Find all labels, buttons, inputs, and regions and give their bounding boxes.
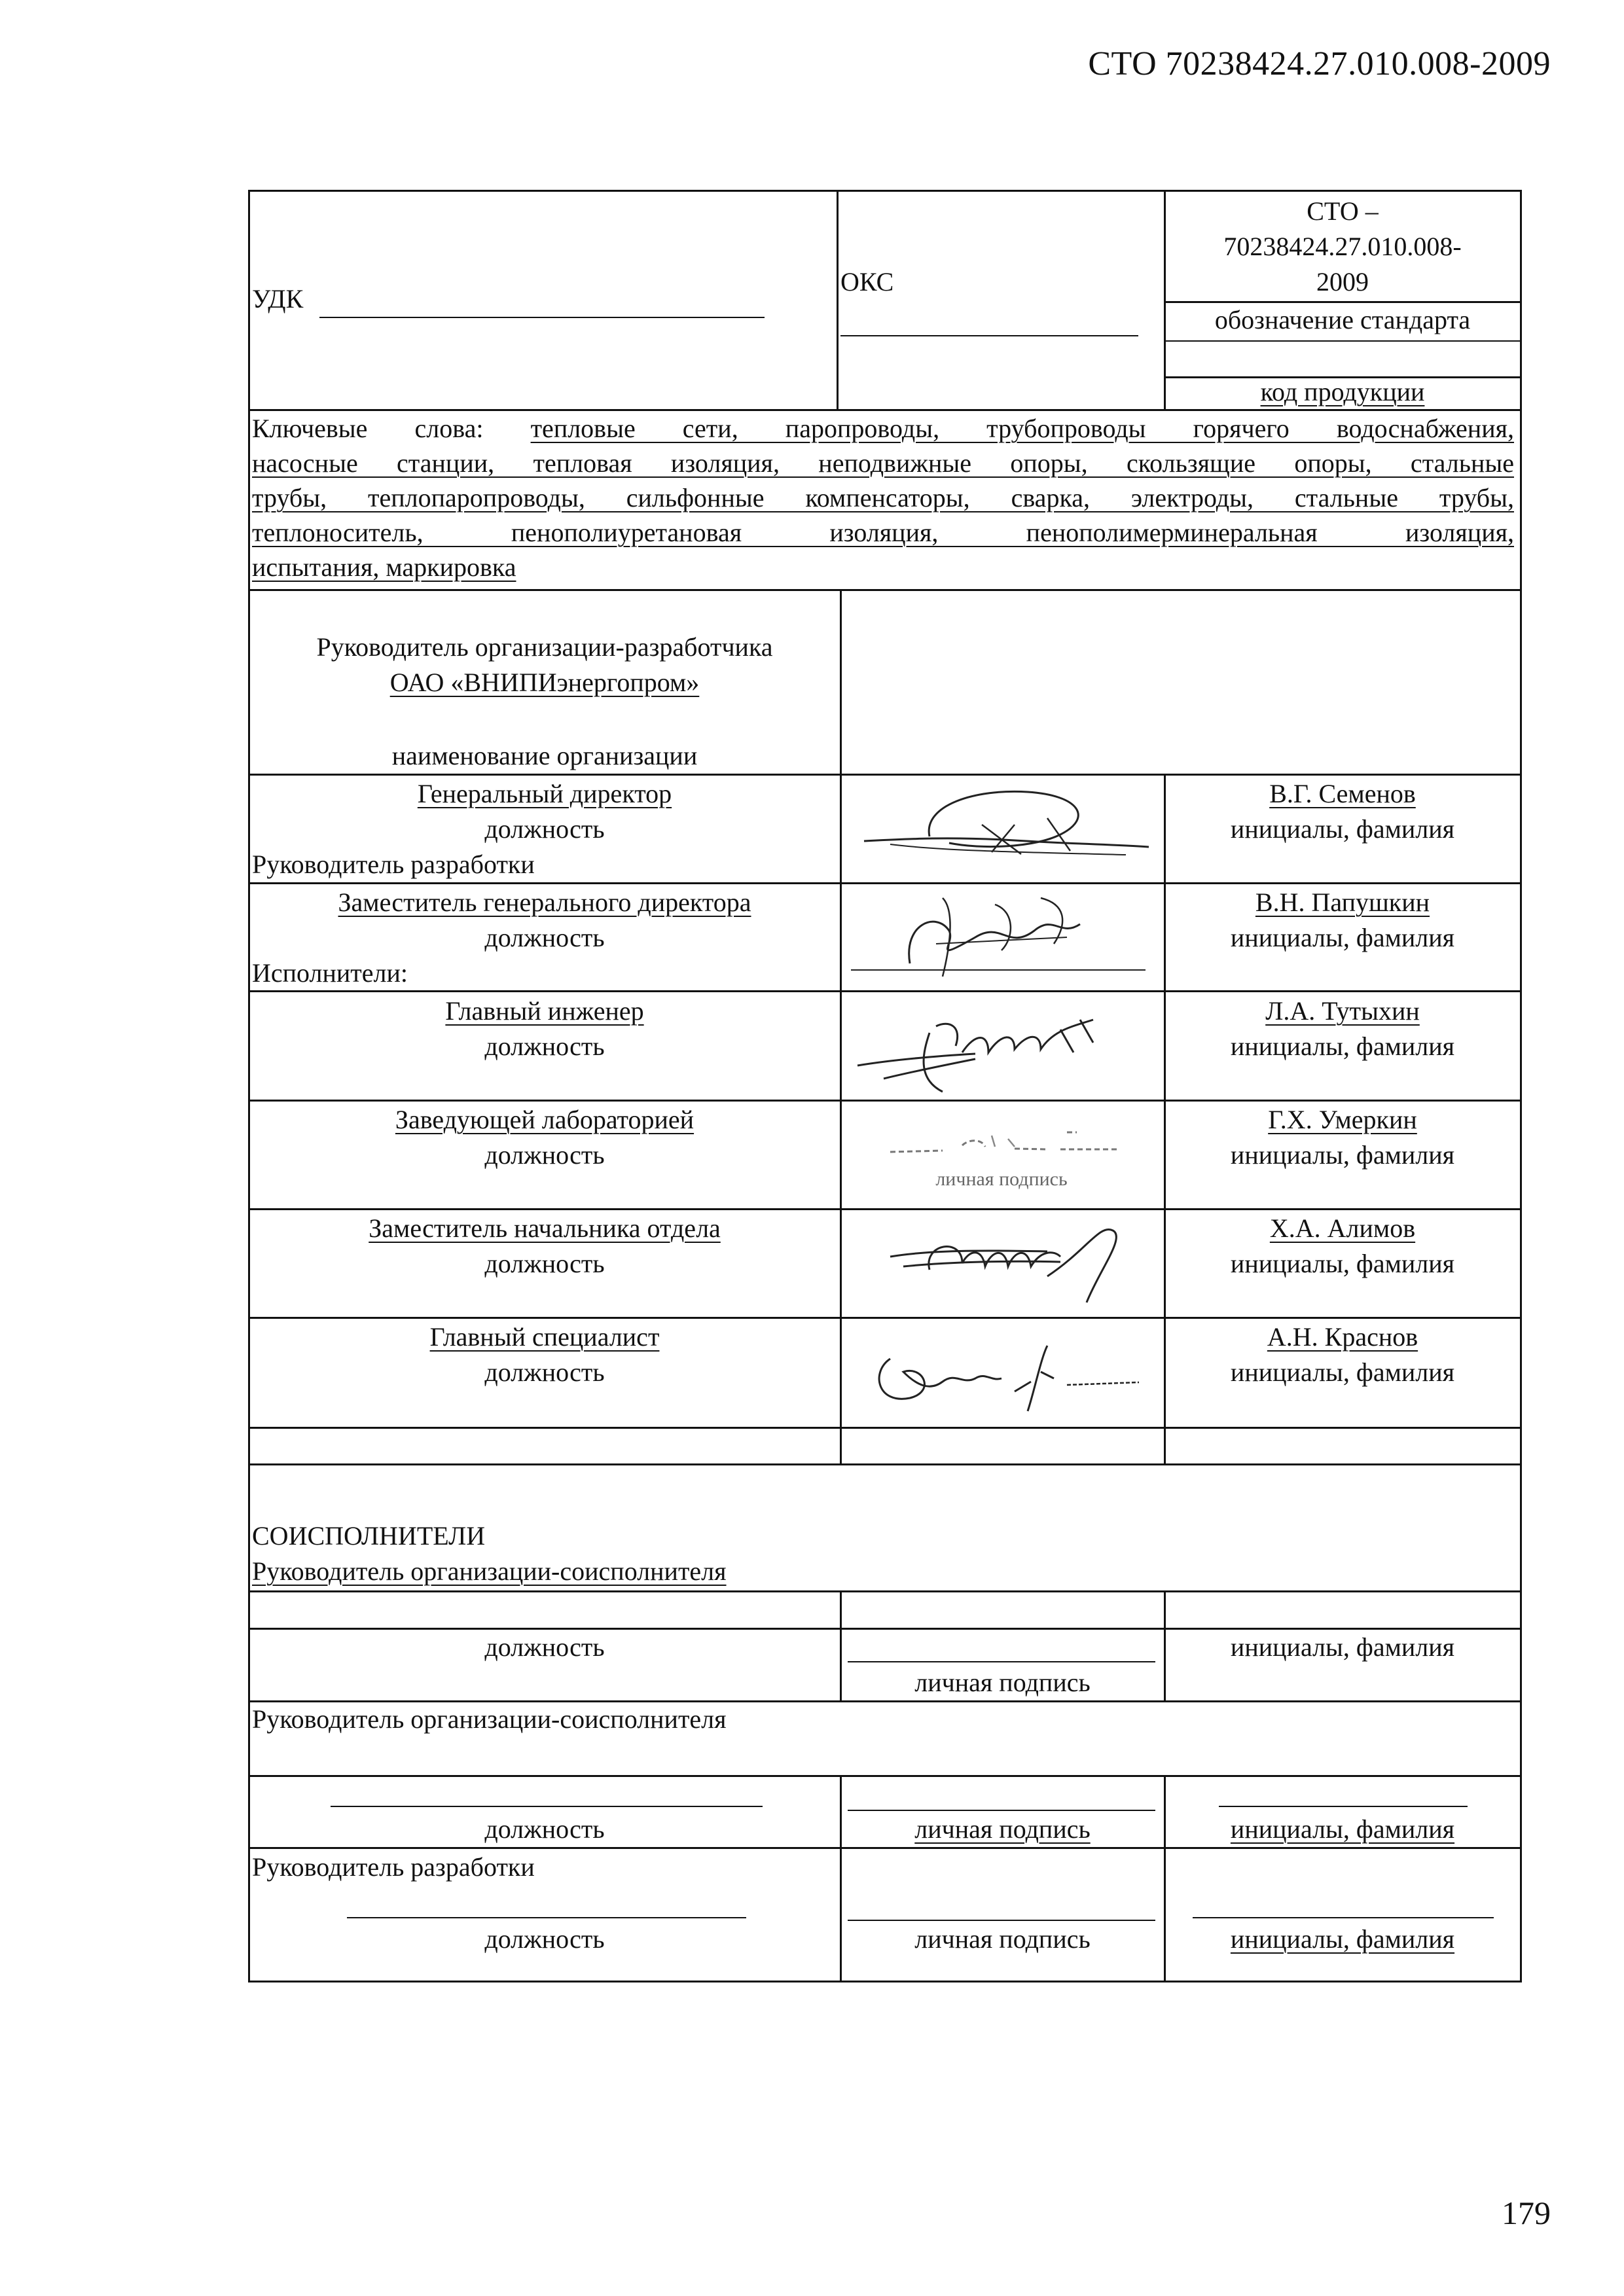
signature-image bbox=[851, 1211, 1152, 1309]
signatory-position: Заместитель начальника отдела bbox=[369, 1213, 721, 1243]
signatory-name: Л.А. Тутыхин bbox=[1265, 996, 1420, 1026]
signatory-name: Г.Х. Умеркин bbox=[1268, 1105, 1417, 1134]
signatory-name: Х.А. Алимов bbox=[1269, 1213, 1416, 1243]
row-rule bbox=[248, 1847, 1520, 1849]
product-code-caption: код продукции bbox=[1260, 377, 1425, 406]
developer-heading: Руководитель организации-разработчика bbox=[316, 632, 773, 662]
column-rule bbox=[1164, 190, 1166, 409]
name-caption: инициалы, фамилия bbox=[1230, 814, 1455, 844]
column-rule bbox=[1164, 1775, 1166, 1981]
table-top-border bbox=[248, 190, 1520, 192]
position-caption: должность bbox=[484, 1924, 605, 1954]
signatory-note: Исполнители: bbox=[252, 958, 408, 988]
position-caption: должность bbox=[484, 1814, 605, 1844]
row-rule bbox=[248, 1100, 1520, 1102]
signatory-position: Генеральный директор bbox=[417, 779, 672, 808]
position-caption: должность bbox=[484, 1249, 605, 1278]
document-code-header: СТО 70238424.27.010.008-2009 bbox=[1088, 45, 1551, 82]
udk-label: УДК bbox=[252, 284, 304, 314]
row-rule bbox=[248, 1208, 1520, 1210]
signature-caption: личная подпись bbox=[914, 1668, 1091, 1697]
signature-image bbox=[844, 994, 1159, 1098]
row-rule bbox=[248, 774, 1520, 776]
row-rule bbox=[248, 882, 1520, 884]
signature-image bbox=[851, 1319, 1152, 1418]
position-caption: должность bbox=[484, 923, 605, 952]
signature-caption: личная подпись bbox=[914, 1814, 1091, 1844]
sto-code-line-1: СТО – bbox=[1307, 196, 1379, 226]
name-caption: инициалы, фамилия bbox=[1230, 1140, 1455, 1170]
keywords-line-2: насосные станции, тепловая изоляция, неподвижные опоры, скользящие опоры, стальные bbox=[252, 448, 1514, 478]
developer-org-name: ОАО «ВНИПИэнергопром» bbox=[389, 668, 700, 697]
column-rule bbox=[840, 1775, 842, 1981]
signatory-name: В.Н. Папушкин bbox=[1255, 888, 1430, 917]
signature-image bbox=[851, 779, 1159, 877]
keywords-line-1 bbox=[252, 411, 1514, 446]
column-rule bbox=[1164, 1590, 1166, 1700]
name-caption: инициалы, фамилия bbox=[1230, 1924, 1455, 1954]
coexecutor-head-label: Руководитель организации-соисполнителя bbox=[252, 1704, 727, 1734]
position-caption: должность bbox=[484, 814, 605, 844]
signatory-note: Руководитель разработки bbox=[252, 850, 535, 879]
position-caption: должность bbox=[484, 1357, 605, 1387]
page-number: 179 bbox=[1502, 2195, 1551, 2231]
row-rule bbox=[248, 1775, 1520, 1777]
position-fill-line bbox=[347, 1917, 746, 1918]
name-caption: инициалы, фамилия bbox=[1230, 1814, 1455, 1844]
sto-code-line-2: 70238424.27.010.008- bbox=[1223, 232, 1462, 261]
keywords-line-4: теплоноситель, пенополиуретановая изоляция, пенополимерминеральная изоляция, bbox=[252, 518, 1514, 547]
row-rule bbox=[248, 1463, 1520, 1465]
designation-underline bbox=[1164, 340, 1520, 342]
name-fill-line bbox=[1193, 1917, 1494, 1918]
position-caption: должность bbox=[484, 1632, 605, 1662]
signature-fill-line bbox=[848, 1810, 1155, 1811]
position-caption: должность bbox=[484, 1031, 605, 1061]
position-fill-line bbox=[331, 1806, 763, 1807]
keywords-line-3: трубы, теплопаропроводы, сильфонные компенсаторы, сварка, электроды, стальные трубы, bbox=[252, 483, 1514, 512]
signature-image bbox=[844, 885, 1159, 990]
coexecutors-heading: СОИСПОЛНИТЕЛИ bbox=[252, 1521, 486, 1551]
development-lead-label: Руководитель разработки bbox=[252, 1852, 535, 1882]
name-caption: инициалы, фамилия bbox=[1230, 1357, 1455, 1387]
keywords-text: тепловые сети, паропроводы, трубопроводы горячего водоснабжения, bbox=[530, 414, 1515, 443]
org-name-caption: наименование организации bbox=[391, 741, 698, 770]
signature-fill-line bbox=[848, 1661, 1155, 1662]
position-caption: должность bbox=[484, 1140, 605, 1170]
signatory-position: Главный инженер bbox=[445, 996, 644, 1026]
name-caption: инициалы, фамилия bbox=[1230, 923, 1455, 952]
oks-fill-line bbox=[840, 335, 1138, 336]
keywords-prefix: Ключевые слова: bbox=[252, 414, 484, 443]
udk-fill-line bbox=[319, 317, 765, 318]
name-fill-line bbox=[1219, 1806, 1468, 1807]
signatory-position: Заместитель генерального директора bbox=[338, 888, 751, 917]
coexecutor-head-label: Руководитель организации-соисполнителя bbox=[252, 1556, 727, 1586]
oks-label: ОКС bbox=[840, 267, 894, 296]
signatory-name: А.Н. Краснов bbox=[1267, 1322, 1418, 1352]
row-rule bbox=[248, 1317, 1520, 1319]
signature-caption: личная подпись bbox=[914, 1924, 1091, 1954]
standard-designation-caption: обозначение стандарта bbox=[1214, 305, 1471, 334]
row-rule bbox=[248, 1427, 1520, 1429]
name-caption: инициалы, фамилия bbox=[1230, 1031, 1455, 1061]
row-rule bbox=[248, 990, 1520, 992]
signature-caption: личная подпись bbox=[935, 1168, 1068, 1190]
signatory-position: Главный специалист bbox=[429, 1322, 660, 1352]
signature-fill-line bbox=[848, 1920, 1155, 1921]
keywords-block bbox=[252, 411, 1514, 584]
name-caption: инициалы, фамилия bbox=[1230, 1249, 1455, 1278]
column-rule bbox=[840, 1590, 842, 1700]
column-rule bbox=[1164, 774, 1166, 1463]
name-caption: инициалы, фамилия bbox=[1230, 1632, 1455, 1662]
keywords-bottom-rule bbox=[248, 589, 1520, 591]
signatory-position: Заведующей лабораторией bbox=[395, 1105, 695, 1134]
row-rule bbox=[248, 1590, 1520, 1592]
column-rule bbox=[837, 190, 839, 409]
keywords-line-5: испытания, маркировка bbox=[252, 552, 516, 582]
signatory-name: В.Г. Семенов bbox=[1269, 779, 1416, 808]
sto-code-line-3: 2009 bbox=[1316, 267, 1369, 296]
column-rule bbox=[840, 589, 842, 1463]
